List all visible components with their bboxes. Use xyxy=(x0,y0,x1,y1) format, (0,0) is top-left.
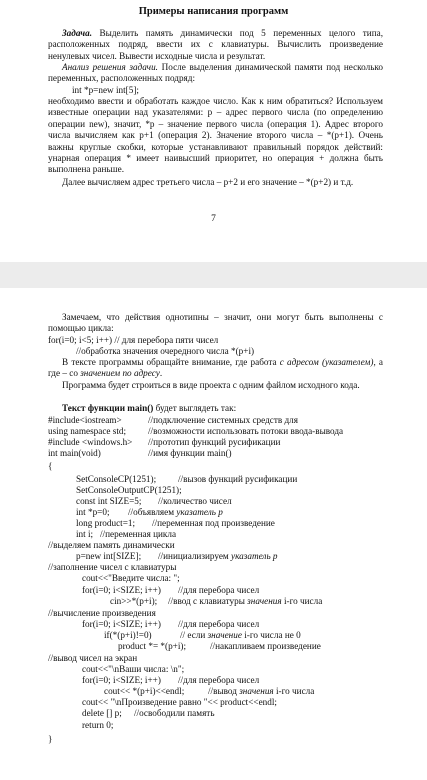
code-line: p=new int[SIZE]; xyxy=(76,551,142,561)
italic-fragment: с адресом (указателем) xyxy=(279,357,374,367)
italic-fragment: значением по адресу xyxy=(80,368,160,379)
code-line: const int SIZE=5; xyxy=(76,496,142,506)
code-comment: //переменная под произведение xyxy=(152,518,275,528)
code-comment: //для перебора чисел xyxy=(178,585,260,595)
code-comment: //вычисление произведения xyxy=(48,608,156,618)
code-comment: //вывод значения i-го числа xyxy=(208,686,315,696)
code-comment: //выделяем память динамически xyxy=(48,540,175,550)
code-line: product *= *(p+i); xyxy=(118,641,187,651)
address-value-paragraph xyxy=(48,357,383,380)
code-line: SetConsoleOutputCP(1251); xyxy=(76,485,182,495)
code-comment: //объявляем указатель p xyxy=(128,507,223,517)
code-line: int *p=0; xyxy=(76,507,110,517)
code-line: delete [] p; xyxy=(82,708,122,718)
code-brace: { xyxy=(48,461,53,471)
code-line: int *p=new int[5]; xyxy=(72,85,139,95)
page-separator xyxy=(0,262,427,288)
page-number: 7 xyxy=(211,214,216,224)
code-comment: //возможности использовать потоки ввода-вывода xyxy=(148,426,344,436)
code-comment: //заполнение чисел с клавиатуры xyxy=(48,562,177,572)
code-comment: //имя функции main() xyxy=(148,448,232,458)
code-line: if(*(p+i)!=0) xyxy=(104,630,152,640)
main-heading-paragraph xyxy=(48,403,383,414)
main-heading-rest: будет выглядеть так: xyxy=(153,403,237,413)
code-line: int i; xyxy=(76,529,94,539)
code-line: for(i=0; i<SIZE; i++) xyxy=(82,675,161,685)
code-comment: //инициализируем указатель p xyxy=(158,551,278,561)
text-fragment: . xyxy=(159,368,163,379)
document-page-2 xyxy=(0,288,427,780)
code-line: #include<iostream> xyxy=(48,415,122,425)
code-brace: } xyxy=(48,734,53,744)
intro-paragraph: Замечаем, что действия однотипны – значит, они могут быть выполнены с помощью цикла: xyxy=(48,312,383,334)
code-comment: //вызов функций русификации xyxy=(178,474,298,484)
analysis-label: Анализ решения задачи. xyxy=(62,62,158,72)
code-comment: //для перебора чисел xyxy=(178,675,260,685)
task-paragraph xyxy=(48,28,383,62)
code-line: SetConsoleCP(1251); xyxy=(76,474,157,484)
code-line: cout<< *(p+i)<<endl; xyxy=(104,686,185,696)
code-comment: //вывод чисел на экран xyxy=(48,653,138,663)
code-line: cin>>*(p+i); xyxy=(110,596,158,606)
code-comment: //освободили память xyxy=(134,708,215,718)
text-fragment: В тексте программы обращайте внимание, где работа xyxy=(62,357,280,367)
code-line: int main(void) xyxy=(48,448,101,458)
document-page-1 xyxy=(0,0,427,262)
code-line: cout<< "\nПроизведение равно "<< product<<endl; xyxy=(82,697,277,707)
third-number-paragraph: Далее вычисляем адрес третьего числа – p+2 и его значение – *(p+2) и т.д. xyxy=(62,177,354,187)
code-line: using namespace std; xyxy=(48,426,127,436)
code-comment: //для перебора чисел xyxy=(178,619,260,629)
task-label: Задача. xyxy=(62,28,93,38)
code-comment: //прототип функций русификации xyxy=(148,437,281,447)
code-line: for(i=0; i<SIZE; i++) xyxy=(82,585,161,595)
code-comment: //ввод с клавиатуры значения i-го числа xyxy=(168,596,323,606)
code-comment: //количество чисел xyxy=(158,496,232,506)
code-line: cout<<"Введите числа: "; xyxy=(82,573,180,583)
analysis-text: После выделения динамической памяти под несколько переменных, расположенных подряд: xyxy=(48,62,383,84)
loop-comment-line: //обработка значения очередного числа *(p+i) xyxy=(76,346,255,356)
task-text: Выделить память динамически под 5 переменных целого типа, расположенных подряд, ввести их с клавиатуры. Вычислить произведение ненулевых чисел. Вывести исходные числа и результат. xyxy=(48,28,383,61)
code-comment: //переменная цикла xyxy=(100,529,177,539)
code-line: long product=1; xyxy=(76,518,136,528)
pointer-explanation-paragraph: необходимо ввести и обработать каждое число. Как к ним обратиться? Используем известные операции над указателями: p – адрес первого числа (по определению операции new), значит, *p – значение первого числа (операция 1). Адрес второго числа вычисляем как p+1 (операция 2). Значение второго числа – *(p+1). Очень важны круглые скобки, которые устанавливают правильный порядок действий: унарная операция * имеет наивысший приоритет, но операция + должна быть выполнена раньше. xyxy=(48,96,383,175)
code-line: #include <windows.h> xyxy=(48,437,133,447)
code-line: return 0; xyxy=(82,720,114,730)
loop-line: for(i=0; i<5; i++) // для перебора пяти чисел xyxy=(48,335,219,345)
main-heading: Текст функции main() xyxy=(62,403,154,413)
project-paragraph: Программа будет строиться в виде проекта с одним файлом исходного кода. xyxy=(62,380,360,390)
code-line: for(i=0; i<SIZE; i++) xyxy=(82,619,161,629)
code-comment: //накапливаем произведение xyxy=(210,641,321,651)
text-fragment: , а где – со xyxy=(48,357,384,379)
code-comment: // если значение i-го числа не 0 xyxy=(180,630,301,640)
code-comment: //подключение системных средств для xyxy=(148,415,298,425)
page-title: Примеры написания программ xyxy=(138,6,289,17)
analysis-paragraph xyxy=(48,62,383,85)
code-line: cout<<"\nВаши числа: \n"; xyxy=(82,664,185,674)
